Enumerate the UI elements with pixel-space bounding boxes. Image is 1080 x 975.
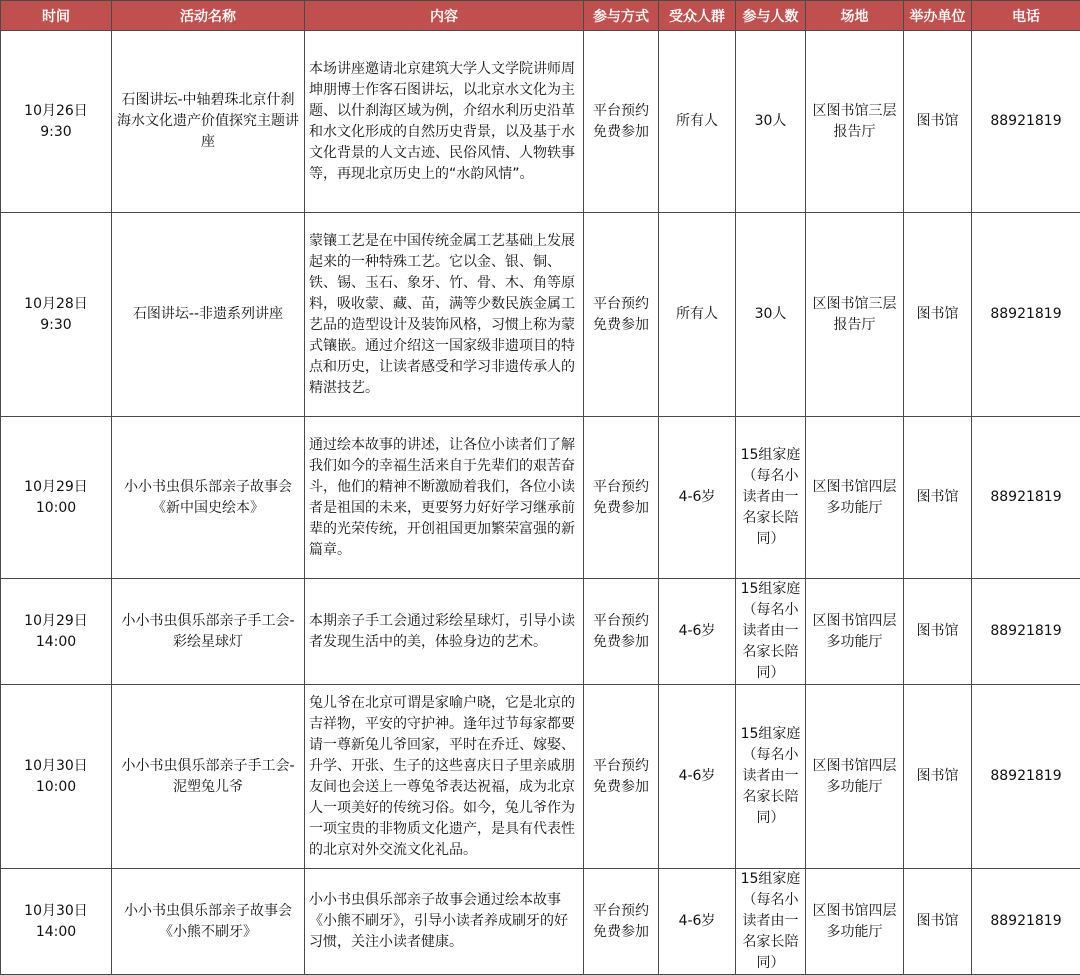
cell-organizer: 图书馆 [904, 869, 972, 975]
header-venue: 场地 [806, 1, 904, 31]
cell-phone: 88921819 [972, 579, 1080, 685]
cell-activity-name: 小小书虫俱乐部亲子手工会-泥塑兔儿爷 [112, 685, 305, 869]
cell-method: 平台预约免费参加 [584, 213, 659, 417]
cell-content: 本场讲座邀请北京建筑大学人文学院讲师周坤朋博士作客石图讲坛，以北京水文化为主题、以什刹海区域为例，介绍水利历史沿革和水文化形成的自然历史背景，以及基于水文化背景的人文古迹、民俗风情、人物轶事等，再现北京历史上的“水韵风情”。 [305, 31, 584, 213]
cell-count: 15组家庭 （每名小读者由一名家长陪同） [736, 869, 806, 975]
cell-audience: 4-6岁 [659, 417, 736, 579]
cell-time: 10月26日 9:30 [1, 31, 112, 213]
header-content: 内容 [305, 1, 584, 31]
header-row [1, 1, 1080, 31]
cell-activity-name: 石图讲坛-中轴碧珠北京什刹海水文化遗产价值探究主题讲座 [112, 31, 305, 213]
cell-phone: 88921819 [972, 213, 1080, 417]
header-method: 参与方式 [584, 1, 659, 31]
cell-phone: 88921819 [972, 417, 1080, 579]
cell-venue: 区图书馆四层多功能厅 [806, 417, 904, 579]
cell-organizer: 图书馆 [904, 685, 972, 869]
header-organizer: 举办单位 [904, 1, 972, 31]
cell-venue: 区图书馆四层多功能厅 [806, 869, 904, 975]
cell-method: 平台预约免费参加 [584, 579, 659, 685]
cell-time: 10月30日 10:00 [1, 685, 112, 869]
cell-phone: 88921819 [972, 685, 1080, 869]
cell-venue: 区图书馆四层多功能厅 [806, 579, 904, 685]
table-row [1, 417, 1080, 579]
cell-time: 10月29日 14:00 [1, 579, 112, 685]
cell-time: 10月29日 10:00 [1, 417, 112, 579]
header-count: 参与人数 [736, 1, 806, 31]
cell-count: 30人 [736, 213, 806, 417]
cell-venue: 区图书馆三层报告厅 [806, 31, 904, 213]
header-phone: 电话 [972, 1, 1080, 31]
table-row [1, 579, 1080, 685]
header-time: 时间 [1, 1, 112, 31]
cell-content: 兔儿爷在北京可谓是家喻户晓，它是北京的吉祥物，平安的守护神。逢年过节每家都要请一尊新兔儿爷回家，平时在乔迁、嫁娶、升学、开张、生子的这些喜庆日子里亲戚朋友间也会送上一尊兔爷表达祝福，成为北京人一项美好的传统习俗。如今，兔儿爷作为一项宝贵的非物质文化遗产，是具有代表性的北京对外交流文化礼品。 [305, 685, 584, 869]
cell-content: 小小书虫俱乐部亲子故事会通过绘本故事《小熊不刷牙》，引导小读者养成刷牙的好习惯，关注小读者健康。 [305, 869, 584, 975]
cell-audience: 4-6岁 [659, 869, 736, 975]
cell-method: 平台预约免费参加 [584, 31, 659, 213]
cell-content: 通过绘本故事的讲述，让各位小读者们了解我们如今的幸福生活来自于先辈们的艰苦奋斗，他们的精神不断激励着我们，各位小读者是祖国的未来，更要努力好好学习继承前辈的光荣传统，开创祖国更加繁荣富强的新篇章。 [305, 417, 584, 579]
cell-count: 15组家庭 （每名小读者由一名家长陪同） [736, 579, 806, 685]
cell-audience: 4-6岁 [659, 579, 736, 685]
cell-activity-name: 小小书虫俱乐部亲子故事会《小熊不刷牙》 [112, 869, 305, 975]
cell-activity-name: 石图讲坛--非遗系列讲座 [112, 213, 305, 417]
cell-method: 平台预约免费参加 [584, 869, 659, 975]
table-row [1, 213, 1080, 417]
table-row [1, 31, 1080, 213]
table-row [1, 869, 1080, 975]
table-row [1, 685, 1080, 869]
cell-audience: 4-6岁 [659, 685, 736, 869]
cell-organizer: 图书馆 [904, 417, 972, 579]
cell-organizer: 图书馆 [904, 579, 972, 685]
cell-count: 15组家庭 （每名小读者由一名家长陪同） [736, 417, 806, 579]
cell-venue: 区图书馆四层多功能厅 [806, 685, 904, 869]
cell-organizer: 图书馆 [904, 31, 972, 213]
cell-count: 30人 [736, 31, 806, 213]
header-activity-name: 活动名称 [112, 1, 305, 31]
cell-audience: 所有人 [659, 213, 736, 417]
cell-audience: 所有人 [659, 31, 736, 213]
cell-phone: 88921819 [972, 869, 1080, 975]
cell-method: 平台预约免费参加 [584, 417, 659, 579]
cell-activity-name: 小小书虫俱乐部亲子手工会-彩绘星球灯 [112, 579, 305, 685]
cell-phone: 88921819 [972, 31, 1080, 213]
header-audience: 受众人群 [659, 1, 736, 31]
cell-method: 平台预约免费参加 [584, 685, 659, 869]
cell-count: 15组家庭 （每名小读者由一名家长陪同） [736, 685, 806, 869]
cell-organizer: 图书馆 [904, 213, 972, 417]
cell-content: 本期亲子手工会通过彩绘星球灯，引导小读者发现生活中的美，体验身边的艺术。 [305, 579, 584, 685]
cell-venue: 区图书馆三层报告厅 [806, 213, 904, 417]
cell-time: 10月28日 9:30 [1, 213, 112, 417]
cell-activity-name: 小小书虫俱乐部亲子故事会《新中国史绘本》 [112, 417, 305, 579]
cell-content: 蒙镶工艺是在中国传统金属工艺基础上发展起来的一种特殊工艺。它以金、银、铜、铁、锡、玉石、象牙、竹、骨、木、角等原料，吸收蒙、藏、苗，满等少数民族金属工艺品的造型设计及装饰风格，习惯上称为蒙式镶嵌。通过介绍这一国家级非遗项目的特点和历史，让读者感受和学习非遗传承人的精湛技艺。 [305, 213, 584, 417]
cell-time: 10月30日 14:00 [1, 869, 112, 975]
